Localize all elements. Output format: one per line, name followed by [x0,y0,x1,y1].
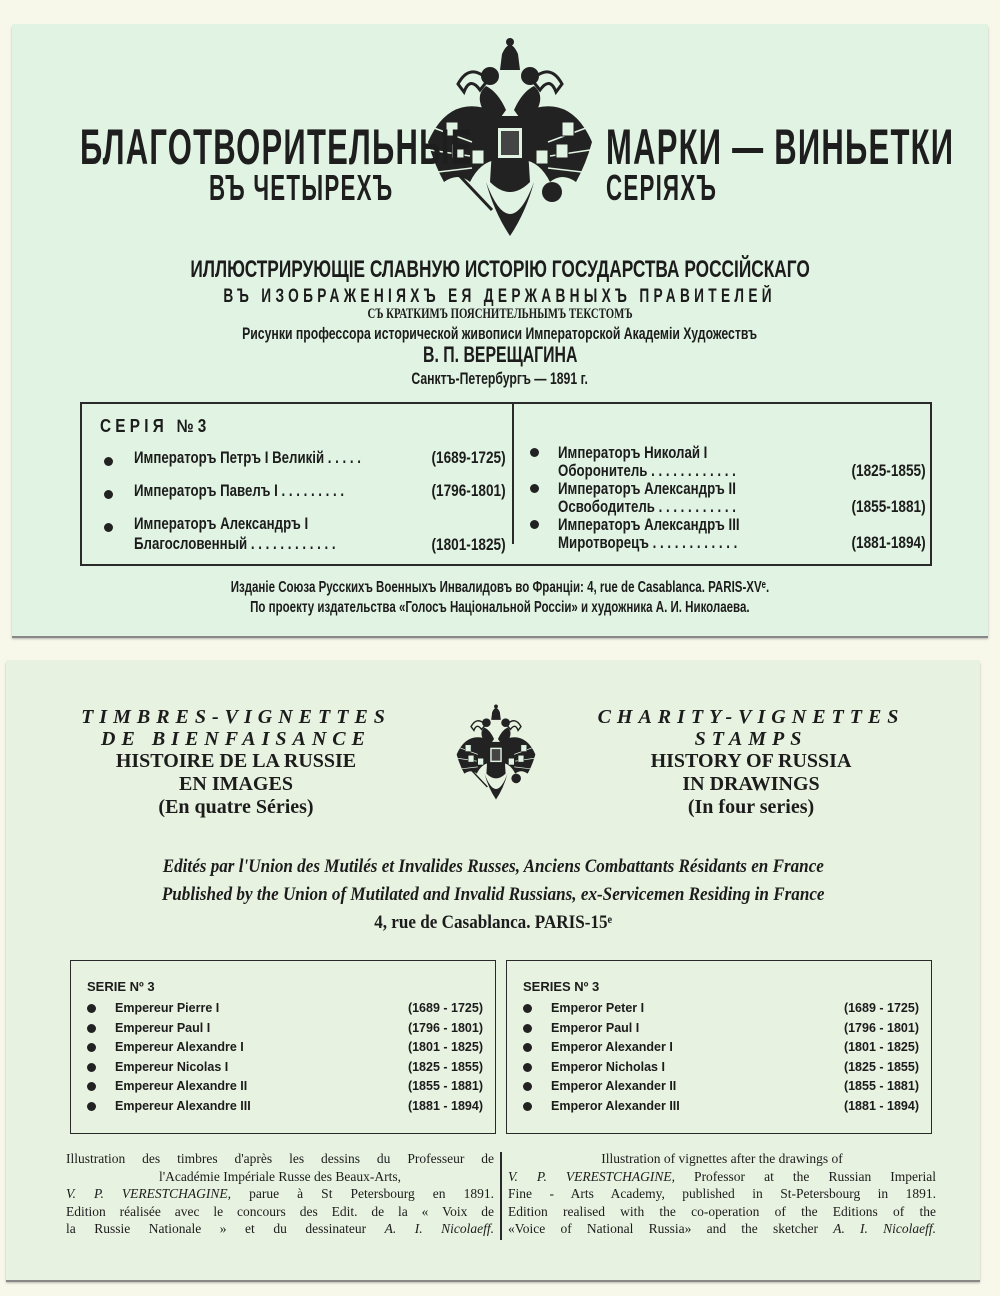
emperor-name: Императоръ Петръ I Великій . . . . . [134,448,361,467]
bullet-icon [523,1043,532,1052]
bullet-icon [523,1024,532,1033]
reign-years: (1825-1855) [851,461,926,480]
list-item [134,481,506,514]
emperor-name: Emperor Alexander III [551,1098,680,1113]
bullet-icon [87,1024,96,1033]
emperor-name: Emperor Peter I [551,1001,645,1015]
reign-years: (1855 - 1881) [843,1079,919,1093]
artist-name [12,342,988,368]
publisher-line-text: Изданіе Союза Русскихъ Военныхъ Инвалидовъ во Франціи: 4, rue de Casablanca. PARIS-XVᵉ. [230,579,770,596]
series-heading-french: SERIE Nº 3 [87,979,155,994]
address-text: 4, rue de Casablanca. PARIS-15ᵉ [374,912,612,933]
drawings-credit-text: Рисунки профессора исторической живописи Императорской Академіи Художествъ [242,324,758,343]
emperor-name: Emperor Alexander I [551,1040,673,1054]
subtitle-text: ИЛЛЮСТРИРУЮЩІЕ СЛАВНУЮ ИСТОРІЮ ГОСУДАРСТВА РОССІЙСКАГО [190,256,810,283]
artist-name-text: В. П. ВЕРЕЩАГИНА [422,342,578,367]
reign-years: (1801 - 1825) [843,1040,919,1054]
project-line [12,599,988,617]
english-heading-line2: STAMPS [694,728,808,750]
emperor-epithet: Миротворецъ . . . . . . . . . . . . [558,533,738,552]
english-heading [566,706,936,819]
reign-years: (1881 - 1894) [843,1098,919,1113]
publisher-french-text: Edités par l'Union des Mutilés et Invalides Russes, Anciens Combattants Résidants en France [162,856,824,877]
subtitle-line2 [12,286,988,308]
french-heading [66,706,406,819]
bullet-icon [523,1082,532,1091]
artist-name: V. P. VERESTCHAGINE, [508,1168,675,1184]
list-item [134,448,506,481]
list-item [523,1040,919,1060]
bullet-icon [523,1102,532,1111]
english-heading-line5: (In four series) [687,796,815,818]
list-item [87,1001,483,1021]
series-box-french [70,960,496,1134]
french-heading-line3: HISTOIRE DE LA RUSSIE [115,750,357,772]
series-box-russian [80,402,932,566]
list-item [87,1099,483,1119]
project-line-text: По проекту издательства «Голосъ Національной Россіи» и художника А. И. Николаева. [250,599,750,616]
french-english-cover-card [6,660,980,1280]
credits-french-line5 [66,1220,494,1238]
reign-years: (1689-1725) [431,448,506,467]
reign-years: (1801 - 1825) [407,1040,483,1054]
credits-divider [500,1152,502,1240]
emperor-name: Empereur Alexandre II [115,1079,248,1093]
title-left-line2: ВЪ ЧЕТЫРЕХЪ [209,167,394,208]
emperor-name: Императоръ Александръ III [558,515,740,534]
list-item [558,480,926,516]
series-heading-english: SERIES Nº 3 [523,979,600,994]
bullet-icon [104,523,113,532]
reign-years: (1796 - 1801) [843,1020,919,1035]
reign-years: (1825 - 1855) [407,1059,483,1074]
title-right-line1: МАРКИ — ВИНЬЕТКИ [606,119,955,175]
credits-french-line5-text: la Russie Nationale » et du dessinateur [66,1221,385,1236]
bullet-icon [523,1063,532,1072]
bullet-icon [530,520,539,529]
credits-french-line4: Edition réalisée avec le concours des Edit. de la « Voix de [66,1203,494,1219]
list-item [558,516,926,552]
emperor-name: Emperor Nicholas I [551,1059,665,1074]
list-item [523,1021,919,1041]
french-heading-line2: DE BIENFAISANCE [101,728,371,750]
reign-years: (1796-1801) [431,481,506,500]
emperor-name: Императоръ Александръ II [558,479,736,498]
credits-french-line1: Illustration des timbres d'après les dessins du Professeur de [66,1151,494,1166]
bullet-icon [87,1043,96,1052]
series-box-divider [512,404,514,544]
credits-french-line3 [66,1185,494,1203]
emperor-name: Emperor Alexander II [551,1079,677,1093]
emperor-name: Императоръ Александръ I [134,514,309,533]
emperor-epithet: Благословенный . . . . . . . . . . . . [134,534,336,553]
title-right-line2: СЕРІЯХЪ [606,167,718,208]
french-heading-line5: (En quatre Séries) [158,796,314,818]
credits-english-line2 [508,1168,936,1186]
bullet-icon [523,1004,532,1013]
credits-french [66,1150,494,1238]
reign-years: (1881 - 1894) [407,1098,483,1113]
credits-french-line3-text: parue à St Petersbourg en 1891. [231,1186,494,1201]
bullet-icon [87,1004,96,1013]
list-item [523,1079,919,1099]
credits-english-line2-text: Professor at the Russian Imperial [675,1168,936,1184]
emperor-epithet: Оборонитель . . . . . . . . . . . . [558,461,736,480]
subtitle-line2-text: ВЪ ИЗОБРАЖЕНІЯХЪ ЕЯ ДЕРЖАВНЫХЪ ПРАВИТЕЛЕЙ [223,286,777,307]
reign-years: (1801-1825) [431,535,506,554]
emperor-name: Empereur Nicolas I [115,1059,229,1074]
emperor-name: Императоръ Павелъ I . . . . . . . . . [134,481,345,500]
emperor-name: Emperor Paul I [551,1020,640,1035]
series-list-left [134,448,506,558]
list-item [523,1099,919,1119]
credits-english-line3: Fine - Arts Academy, published in St-Petersbourg in 1891. [508,1186,936,1201]
list-item [523,1001,919,1021]
emperor-epithet: Освободитель . . . . . . . . . . . [558,497,736,516]
sketcher-name: A. I. Nicolaeff. [833,1221,936,1236]
bullet-icon [87,1082,96,1091]
emperor-name: Empereur Alexandre III [115,1098,251,1113]
french-heading-line4: EN IMAGES [179,773,293,795]
bullet-icon [104,490,113,499]
series-heading: СЕРІЯ №3 [100,416,211,436]
emperor-name: Empereur Pierre I [115,1001,220,1015]
reign-years: (1825 - 1855) [843,1059,919,1074]
sketcher-name: A. I. Nicolaeff. [384,1221,494,1236]
bullet-icon [104,457,113,466]
credits-english-line5 [508,1220,936,1238]
list-item [558,444,926,480]
list-item [87,1021,483,1041]
place-date-text: Санктъ-Петербургъ — 1891 г. [411,369,589,388]
reign-years: (1689 - 1725) [843,1001,919,1015]
drawings-credit [12,324,988,344]
reign-years: (1855 - 1881) [407,1079,483,1093]
reign-years: (1881-1894) [851,533,926,552]
credits-english [508,1150,936,1238]
list-item [87,1060,483,1080]
artist-name: V. P. VERESTCHAGINE, [66,1186,232,1201]
english-heading-line3: HISTORY OF RUSSIA [650,750,852,772]
english-heading-line1: CHARITY-VIGNETTES [597,706,905,728]
emperor-name: Императоръ Николай I [558,443,708,462]
bullet-icon [87,1063,96,1072]
credits-french-line2: l'Académie Impériale Russe des Beaux-Arts, [159,1168,401,1184]
reign-years: (1855-1881) [851,497,926,516]
series-box-english [506,960,932,1134]
emperor-name: Empereur Alexandre I [115,1040,244,1054]
english-heading-line4: IN DRAWINGS [682,773,820,795]
credits-english-line4: Edition realised with the co-operation of the Editions of the [508,1203,936,1219]
subtitle-line3-text: СЪ КРАТКИМЪ ПОЯСНИТЕЛЬНЫМЪ ТЕКСТОМЪ [367,306,633,322]
subtitle-line3 [12,306,988,323]
publisher-english-text: Published by the Union of Mutilated and Invalid Russians, ex-Servicemen Residing in France [161,884,825,905]
subtitle [12,256,988,284]
russian-cover-card [12,24,988,636]
bullet-icon [87,1102,96,1111]
series-list-right [558,444,926,552]
title-left-line1: БЛАГОТВОРИТЕЛЬНЫЕ [80,119,473,175]
list-item [87,1040,483,1060]
publisher-french [6,856,980,878]
publisher-line [12,579,988,597]
series-list-english [523,1001,919,1118]
emperor-name: Empereur Paul I [115,1020,211,1035]
series-list-french [87,1001,483,1118]
reign-years: (1689 - 1725) [407,1001,483,1015]
list-item [87,1079,483,1099]
publisher-english [6,884,980,906]
address [6,912,980,934]
credits-english-line5-text: «Voice of National Russia» and the sketcher [508,1221,834,1236]
place-date [12,369,988,389]
french-heading-line1: TIMBRES-VIGNETTES [81,706,391,728]
reign-years: (1796 - 1801) [407,1020,483,1035]
imperial-eagle-icon [448,696,544,808]
list-item [134,514,506,558]
bullet-icon [530,448,539,457]
credits-english-line1: Illustration of vignettes after the drawings of [601,1151,843,1166]
bullet-icon [530,484,539,493]
list-item [523,1060,919,1080]
